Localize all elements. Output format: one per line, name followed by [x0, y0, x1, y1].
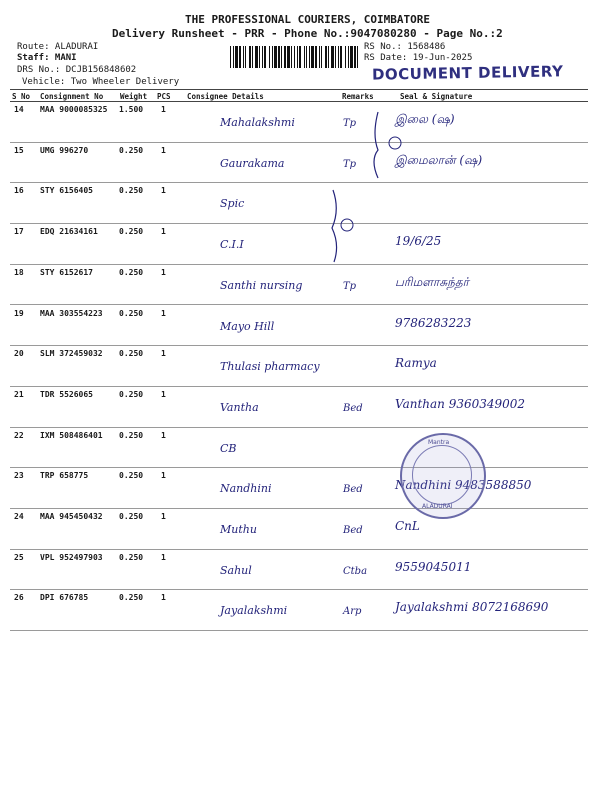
row-sno: 24: [14, 512, 24, 521]
row-weight: 0.250: [119, 308, 144, 318]
row-consignment-no: DPI 676785: [40, 593, 89, 603]
row-pcs: 1: [161, 145, 166, 155]
row-consignee-handwriting: Thulasi pharmacy: [220, 360, 320, 374]
row-weight: 0.250: [119, 186, 144, 196]
row-pcs: 1: [161, 105, 166, 114]
row-pcs: 1: [161, 471, 166, 481]
vehicle-label: Vehicle: Two Wheeler Delivery: [22, 77, 180, 87]
row-remarks-handwriting: Tp: [343, 118, 357, 129]
row-remarks-handwriting: Bed: [343, 402, 363, 414]
row-remarks-handwriting: Tp: [343, 158, 357, 170]
row-sno: 15: [14, 145, 24, 155]
row-consignee-handwriting: Mayo Hill: [220, 319, 275, 333]
brace-rows-14-15: [374, 112, 378, 178]
route-label: Route: ALADURAI: [17, 42, 99, 52]
row-consignment-no: MAA 9000085325: [40, 105, 108, 114]
seal-bottom-text: ALADURAI: [422, 503, 453, 510]
col-remarks: Remarks: [342, 92, 374, 101]
rs-date-label: RS Date: 19-Jun-2025: [364, 53, 473, 63]
row-consignee-handwriting: Mahalakshmi: [220, 116, 295, 129]
row-sno: 19: [14, 308, 24, 318]
row-consignment-no: MAA 945450432: [40, 512, 103, 521]
col-seal: Seal & Signature: [400, 92, 473, 101]
row-pcs: 1: [161, 552, 166, 562]
row-sno: 20: [14, 349, 24, 359]
row-pcs: 1: [161, 186, 166, 196]
row-weight: 0.250: [119, 227, 144, 237]
row-pcs: 1: [161, 308, 166, 318]
circle-mark-1: [389, 137, 401, 149]
row-seal-handwriting: இலை (ஷ): [395, 112, 455, 126]
company-title: THE PROFESSIONAL COURIERS, COIMBATORE: [185, 13, 431, 26]
row-pcs: 1: [161, 227, 166, 237]
staff-label: Staff: MANI: [17, 53, 77, 63]
row-pcs: 1: [161, 512, 166, 521]
row-weight: 0.250: [119, 471, 144, 481]
brace-rows-16-17: [332, 190, 337, 262]
row-pcs: 1: [161, 389, 166, 399]
row-seal-handwriting: CnL: [395, 519, 420, 533]
row-seal-handwriting: Vanthan 9360349002: [395, 396, 526, 411]
row-consignee-handwriting: Gaurakama: [220, 156, 285, 170]
row-remarks-handwriting: Bed: [343, 484, 363, 496]
row-pcs: 1: [161, 349, 166, 359]
row-sno: 18: [14, 267, 24, 277]
row-sno: 22: [14, 430, 24, 440]
row-consignment-no: EDQ 21634161: [40, 227, 98, 237]
col-sno: S No: [12, 92, 31, 101]
row-sno: 14: [14, 105, 24, 114]
row-consignment-no: VPL 952497903: [40, 552, 103, 562]
col-consignee: Consignee Details: [187, 92, 264, 101]
row-consignee-handwriting: C.I.I: [220, 238, 244, 252]
row-sno: 23: [14, 471, 24, 481]
row-consignment-no: UMG 996270: [40, 145, 89, 155]
row-consignment-no: STY 6156405: [40, 186, 93, 196]
row-pcs: 1: [161, 593, 166, 603]
row-remarks-handwriting: Ctba: [343, 565, 368, 577]
row-sno: 25: [14, 552, 24, 562]
rs-no-label: RS No.: 1568486: [364, 42, 446, 52]
row-pcs: 1: [161, 267, 166, 277]
row-seal-handwriting: 9786283223: [395, 315, 472, 330]
seal-top-text: Mantra: [428, 439, 450, 446]
row-consignment-no: TDR 5526065: [40, 389, 93, 399]
row-sno: 16: [14, 186, 24, 196]
col-weight: Weight: [120, 92, 148, 101]
row-weight: 0.250: [119, 267, 144, 277]
row-consignment-no: TRP 658775: [40, 471, 89, 481]
row-remarks-handwriting: Tp: [343, 280, 357, 292]
row-consignment-no: IXM 508486401: [40, 430, 103, 440]
row-seal-handwriting: 9559045011: [395, 559, 472, 574]
row-consignment-no: SLM 372459032: [40, 349, 103, 359]
row-consignee-handwriting: Jayalakshmi: [220, 604, 288, 618]
row-weight: 0.250: [119, 593, 144, 603]
row-seal-handwriting: Nandhini 9483588850: [395, 478, 532, 493]
row-seal-handwriting: Ramya: [395, 356, 437, 371]
runsheet-subtitle: Delivery Runsheet - PRR - Phone No.:9047080280 - Page No.:2: [112, 27, 503, 40]
row-weight: 0.250: [119, 349, 144, 359]
row-weight: 0.250: [119, 389, 144, 399]
row-consignment-no: MAA 303554223: [40, 308, 103, 318]
row-seal-handwriting: 19/6/25: [395, 234, 442, 249]
row-seal-handwriting: பரிமளாசுந்தர்: [395, 274, 469, 289]
circle-mark-2: [341, 219, 353, 231]
row-consignee-handwriting: Santhi nursing: [220, 278, 303, 292]
col-pcs: PCS: [157, 92, 171, 101]
row-remarks-handwriting: Bed: [343, 525, 363, 536]
row-consignment-no: STY 6152617: [40, 267, 93, 277]
row-weight: 0.250: [119, 145, 144, 155]
row-seal-handwriting: இமைலான் (ஷ): [395, 152, 483, 167]
drs-label: DRS No.: DCJB156848602: [17, 65, 137, 75]
row-consignee-handwriting: Sahul: [220, 563, 252, 577]
row-sno: 26: [14, 593, 24, 603]
col-consignment: Consignment No: [40, 92, 104, 101]
row-consignee-handwriting: Vantha: [220, 400, 259, 414]
row-weight: 0.250: [119, 552, 144, 562]
document-delivery-stamp: DOCUMENT DELIVERY: [371, 62, 564, 84]
row-consignee-handwriting: Spic: [220, 197, 245, 211]
row-seal-handwriting: Jayalakshmi 8072168690: [395, 600, 549, 615]
row-pcs: 1: [161, 430, 166, 440]
row-consignee-handwriting: Muthu: [220, 523, 257, 536]
row-consignee-handwriting: Nandhini: [220, 482, 272, 496]
row-weight: 1.500: [119, 105, 144, 114]
row-remarks-handwriting: Arp: [343, 606, 362, 618]
row-sno: 17: [14, 227, 24, 237]
row-weight: 0.250: [119, 512, 144, 521]
row-weight: 0.250: [119, 430, 144, 440]
row-sno: 21: [14, 389, 24, 399]
row-consignee-handwriting: CB: [220, 441, 237, 455]
